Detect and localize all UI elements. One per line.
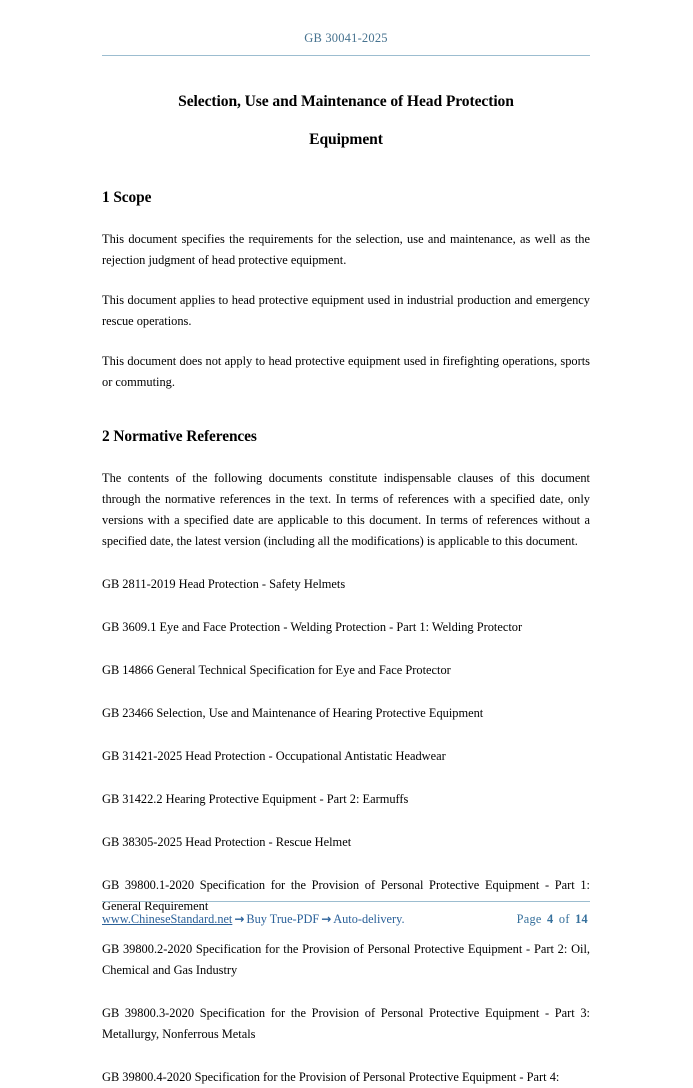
arrow-right-icon: → (234, 912, 245, 926)
paragraph: This document does not apply to head protective equipment used in firefighting operations, sports or commuting. (102, 354, 590, 389)
reference-item: GB 39800.2-2020 Specification for the Provision of Personal Protective Equipment - Part 2: Oil, Chemical and Gas Industry (102, 942, 590, 977)
paragraph: This document applies to head protective equipment used in industrial production and emergency rescue operations. (102, 293, 590, 328)
paragraph: The contents of the following documents constitute indispensable clauses of this document through the normative references in the text. In terms of references with a specified date, only versions with a specified date are applicable to this document. In terms of references without a specified date, the latest version (including all the modifications) is applicable to this document. (102, 471, 590, 548)
page-footer (102, 901, 590, 927)
reference-item: GB 39800.1-2020 Specification for the Provision of Personal Protective Equipment - Part 1: General Requirement (102, 878, 590, 913)
total-page-number: 14 (575, 912, 588, 926)
reference-item: GB 39800.3-2020 Specification for the Provision of Personal Protective Equipment - Part 3: Metallurgy, Nonferrous Metals (102, 1006, 590, 1041)
header-rule (102, 55, 590, 56)
footer-promo (102, 912, 405, 927)
reference-item: GB 23466 Selection, Use and Maintenance of Hearing Protective Equipment (102, 706, 484, 720)
footer-promo-buy: Buy True-PDF (246, 912, 320, 926)
current-page-number: 4 (547, 912, 554, 926)
footer-promo-delivery: Auto-delivery. (333, 912, 405, 926)
section-heading-normative-references: 2 Normative References (102, 428, 257, 445)
reference-item: GB 39800.4-2020 Specification for the Provision of Personal Protective Equipment - Part 4: (102, 1070, 560, 1084)
document-title-line-2: Equipment (309, 131, 383, 148)
paragraph: This document specifies the requirements for the selection, use and maintenance, as well as the rejection judgment of head protective equipment. (102, 232, 590, 267)
page-of-label: of (558, 912, 570, 926)
reference-item: GB 31422.2 Hearing Protective Equipment - Part 2: Earmuffs (102, 792, 409, 806)
document-title (102, 83, 590, 159)
footer-rule (102, 901, 590, 902)
reference-item: GB 2811-2019 Head Protection - Safety Helmets (102, 577, 346, 591)
running-head: GB 30041-2025 (304, 31, 388, 45)
page-indicator (517, 912, 590, 927)
arrow-right-icon: → (321, 912, 332, 926)
footer-row (102, 912, 590, 927)
reference-item: GB 38305-2025 Head Protection - Rescue Helmet (102, 835, 352, 849)
document-title-line-1: Selection, Use and Maintenance of Head Protection (178, 93, 514, 110)
reference-item: GB 31421-2025 Head Protection - Occupational Antistatic Headwear (102, 749, 446, 763)
website-link[interactable]: www.ChineseStandard.net (102, 912, 233, 926)
page-label: Page (516, 912, 542, 926)
reference-item: GB 3609.1 Eye and Face Protection - Welding Protection - Part 1: Welding Protector (102, 620, 523, 634)
section-heading-scope: 1 Scope (102, 189, 152, 206)
reference-item: GB 14866 General Technical Specification for Eye and Face Protector (102, 663, 451, 677)
